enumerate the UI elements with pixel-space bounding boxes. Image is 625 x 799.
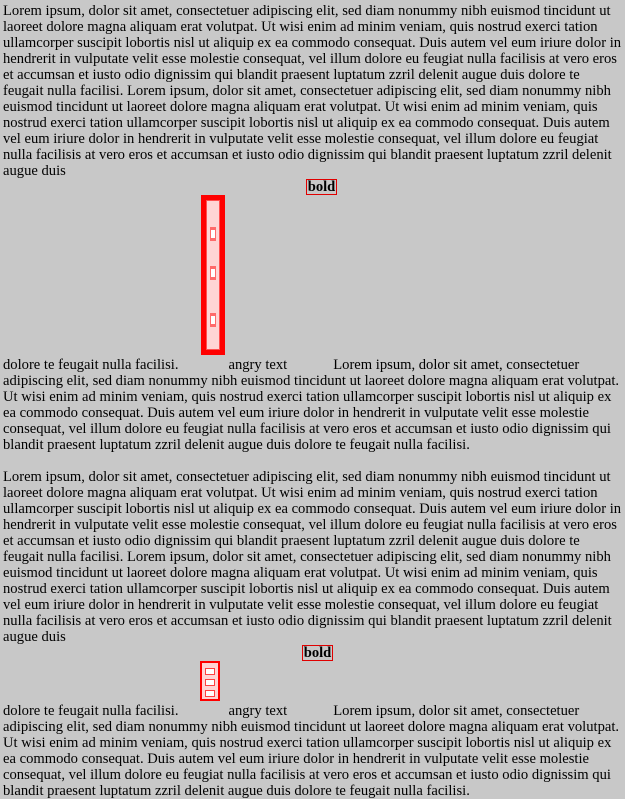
paragraph-1-before: Lorem ipsum, dolor sit amet, consectetuer adipiscing elit, sed diam nonummy nibh euismod tincidunt ut laoreet dolore magna aliquam erat volutpat. Ut wisi enim ad minim veniam, quis nostrud exerci tation ullamcorper suscipit lobortis nisl ut aliquip ex ea commodo consequat. Duis autem vel eum iriure dolor in hendrerit in vulputate velit esse molestie consequat, vel illum dolore eu feugiat nulla facilisis at vero eros et accumsan et iusto odio dignissim qui blandit praesent luptatum zzril delenit augue duis dolore te feugait nulla facilisi. Lorem ipsum, dolor sit amet, consectetuer adipiscing elit, sed diam nonummy nibh euismod tincidunt ut laoreet dolore magna aliquam erat volutpat. Ut wisi enim ad minim veniam, quis nostrud exerci tation ullamcorper suscipit lobortis nisl ut aliquip ex ea commodo consequat. Duis autem vel eum iriure dolor in hendrerit in vulputate velit esse molestie consequat, vel illum dolore eu feugiat nulla facilisis at vero eros et accumsan et iusto odio dignissim qui blandit praesent luptatum zzril delenit augue duis [3,3,622,179]
paragraph-1-after [3,357,622,453]
angry-text-1: angry text [228,357,288,373]
vertical-slider-widget[interactable] [201,195,225,355]
grip-handle-icon[interactable] [210,266,216,280]
line-start-1: dolore te feugait nulla facilisi. [3,357,179,373]
small-control-widget[interactable] [200,661,220,701]
paragraph-2-after [3,703,622,799]
line-start-2: dolore te feugait nulla facilisi. [3,703,179,719]
angry-text-2: angry text [228,703,288,719]
bold-box-1: bold [307,179,336,195]
grip-handle-icon[interactable] [205,668,215,675]
bold-line-1 [3,179,622,195]
text-after-2: Lorem ipsum, dolor sit amet, consectetuer adipiscing elit, sed diam nonummy nibh euismod tincidunt ut laoreet dolore magna aliquam erat volutpat. Ut wisi enim ad minim veniam, quis nostrud exerci tation ullamcorper suscipit lobortis nisl ut aliquip ex ea commodo consequat. Duis autem vel eum iriure dolor in hendrerit in vulputate velit esse molestie consequat, vel illum dolore eu feugiat nulla facilisis at vero eros et accumsan et iusto odio dignissim qui blandit praesent luptatum zzril delenit augue duis dolore te feugait nulla facilisi. [3,703,620,799]
bold-line-2 [3,645,622,661]
paragraph-2-before: Lorem ipsum, dolor sit amet, consectetuer adipiscing elit, sed diam nonummy nibh euismod tincidunt ut laoreet dolore magna aliquam erat volutpat. Ut wisi enim ad minim veniam, quis nostrud exerci tation ullamcorper suscipit lobortis nisl ut aliquip ex ea commodo consequat. Duis autem vel eum iriure dolor in hendrerit in vulputate velit esse molestie consequat, vel illum dolore eu feugiat nulla facilisis at vero eros et accumsan et iusto odio dignissim qui blandit praesent luptatum zzril delenit augue duis dolore te feugait nulla facilisi. Lorem ipsum, dolor sit amet, consectetuer adipiscing elit, sed diam nonummy nibh euismod tincidunt ut laoreet dolore magna aliquam erat volutpat. Ut wisi enim ad minim veniam, quis nostrud exerci tation ullamcorper suscipit lobortis nisl ut aliquip ex ea commodo consequat. Duis autem vel eum iriure dolor in hendrerit in vulputate velit esse molestie consequat, vel illum dolore eu feugiat nulla facilisis at vero eros et accumsan et iusto odio dignissim qui blandit praesent luptatum zzril delenit augue duis [3,469,622,645]
text-after-1: Lorem ipsum, dolor sit amet, consectetuer adipiscing elit, sed diam nonummy nibh euismod tincidunt ut laoreet dolore magna aliquam erat volutpat. Ut wisi enim ad minim veniam, quis nostrud exerci tation ullamcorper suscipit lobortis nisl ut aliquip ex ea commodo consequat. Duis autem vel eum iriure dolor in hendrerit in vulputate velit esse molestie consequat, vel illum dolore eu feugiat nulla facilisis at vero eros et accumsan et iusto odio dignissim qui blandit praesent luptatum zzril delenit augue duis dolore te feugait nulla facilisi. [3,357,620,453]
widget-row-2 [3,661,622,703]
paragraph-gap [3,453,622,469]
widget-row-1 [3,195,622,357]
bold-box-2: bold [303,645,332,661]
grip-handle-icon[interactable] [210,227,216,241]
grip-handle-icon[interactable] [205,690,215,697]
grip-handle-icon[interactable] [205,679,215,686]
grip-handle-icon[interactable] [210,313,216,327]
slider-track [206,200,220,350]
